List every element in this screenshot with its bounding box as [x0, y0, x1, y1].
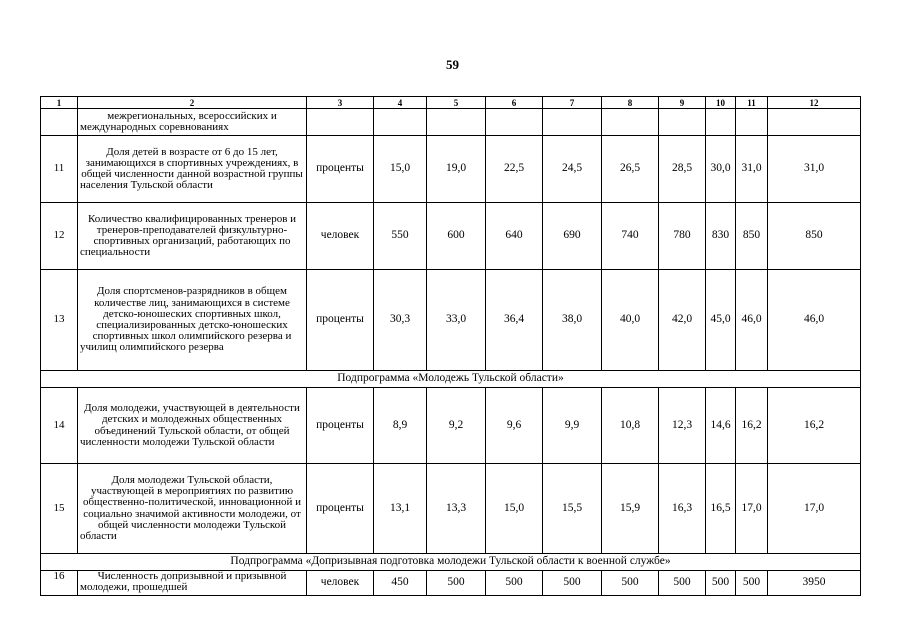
- table-row: [41, 136, 861, 203]
- indicator-description: межрегиональных, всероссийских и международных соревнованиях: [78, 109, 307, 136]
- value-cell: 16,2: [768, 388, 861, 464]
- subprogram-heading: Подпрограмма «Молодежь Тульской области»: [41, 371, 861, 388]
- value-cell: 15,9: [602, 464, 659, 554]
- value-cell: 14,6: [706, 388, 736, 464]
- value-cell: 15,0: [486, 464, 543, 554]
- value-cell: 850: [768, 203, 861, 270]
- unit-cell: проценты: [307, 464, 374, 554]
- indicator-description: Доля молодежи, участвующей в деятельности детских и молодежных общественных объединений Тульской области, от общей численности молодежи Тульской области: [78, 388, 307, 464]
- table-row: [41, 464, 861, 554]
- column-header: 9: [659, 97, 706, 109]
- unit-cell: проценты: [307, 388, 374, 464]
- value-cell: 13,3: [427, 464, 486, 554]
- value-cell: 46,0: [736, 270, 768, 371]
- value-cell: 500: [543, 571, 602, 596]
- column-header: 6: [486, 97, 543, 109]
- value-cell: 15,0: [374, 136, 427, 203]
- indicator-description: Численность допризывной и призывной молодежи, прошедшей: [78, 571, 307, 596]
- row-number: 12: [41, 203, 78, 270]
- value-cell: 30,0: [706, 136, 736, 203]
- value-cell: 16,5: [706, 464, 736, 554]
- row-number: 13: [41, 270, 78, 371]
- value-cell: 30,3: [374, 270, 427, 371]
- unit-cell: человек: [307, 571, 374, 596]
- value-cell: 12,3: [659, 388, 706, 464]
- column-header: 5: [427, 97, 486, 109]
- value-cell: 19,0: [427, 136, 486, 203]
- value-cell: 13,1: [374, 464, 427, 554]
- value-cell: 690: [543, 203, 602, 270]
- value-cell: 28,5: [659, 136, 706, 203]
- table-row-continuation: [41, 109, 861, 136]
- value-cell: 9,9: [543, 388, 602, 464]
- value-cell: 640: [486, 203, 543, 270]
- column-header: 4: [374, 97, 427, 109]
- header-row: [41, 97, 861, 109]
- value-cell: 26,5: [602, 136, 659, 203]
- value-cell: 31,0: [736, 136, 768, 203]
- value-cell: 45,0: [706, 270, 736, 371]
- table-row: [41, 571, 861, 596]
- indicator-description: Доля спортсменов-разрядников в общем количестве лиц, занимающихся в системе детско-юношеских спортивных школ, специализированных детско-юношеских спортивных школ олимпийского резерва и училищ олимпийского резерва: [78, 270, 307, 371]
- column-header: 8: [602, 97, 659, 109]
- value-cell: 33,0: [427, 270, 486, 371]
- indicator-description: Количество квалифицированных тренеров и тренеров-преподавателей физкультурно-спортивных организаций, работающих по специальности: [78, 203, 307, 270]
- page-number: 59: [446, 57, 459, 72]
- value-cell: 42,0: [659, 270, 706, 371]
- value-cell: 46,0: [768, 270, 861, 371]
- value-cell: 16,3: [659, 464, 706, 554]
- row-number: 11: [41, 136, 78, 203]
- unit-cell: проценты: [307, 136, 374, 203]
- indicators-table: [40, 96, 861, 596]
- row-number: 14: [41, 388, 78, 464]
- value-cell: 10,8: [602, 388, 659, 464]
- value-cell: 740: [602, 203, 659, 270]
- value-cell: 40,0: [602, 270, 659, 371]
- unit-cell: проценты: [307, 270, 374, 371]
- value-cell: 17,0: [736, 464, 768, 554]
- row-number: 15: [41, 464, 78, 554]
- value-cell: 830: [706, 203, 736, 270]
- table-row: [41, 203, 861, 270]
- value-cell: 600: [427, 203, 486, 270]
- value-cell: 31,0: [768, 136, 861, 203]
- column-header: 1: [41, 97, 78, 109]
- column-header: 12: [768, 97, 861, 109]
- subprogram-row: [41, 554, 861, 571]
- value-cell: 15,5: [543, 464, 602, 554]
- value-cell: 22,5: [486, 136, 543, 203]
- value-cell: 36,4: [486, 270, 543, 371]
- unit-cell: человек: [307, 203, 374, 270]
- indicator-description: Доля детей в возрасте от 6 до 15 лет, занимающихся в спортивных учреждениях, в общей численности данной возрастной группы населения Тульской области: [78, 136, 307, 203]
- value-cell: 550: [374, 203, 427, 270]
- table-row: [41, 388, 861, 464]
- table-row: [41, 270, 861, 371]
- value-cell: 500: [736, 571, 768, 596]
- value-cell: 780: [659, 203, 706, 270]
- value-cell: 850: [736, 203, 768, 270]
- column-header: 11: [736, 97, 768, 109]
- value-cell: 24,5: [543, 136, 602, 203]
- row-number: 16: [41, 571, 78, 596]
- column-header: 10: [706, 97, 736, 109]
- value-cell: 500: [486, 571, 543, 596]
- value-cell: 8,9: [374, 388, 427, 464]
- value-cell: 17,0: [768, 464, 861, 554]
- value-cell: 9,2: [427, 388, 486, 464]
- value-cell: 9,6: [486, 388, 543, 464]
- value-cell: 450: [374, 571, 427, 596]
- subprogram-row: [41, 371, 861, 388]
- indicator-description: Доля молодежи Тульской области, участвующей в мероприятиях по развитию общественно-политической, инновационной и социально значимой активности молодежи, от общей численности молодежи Тульской области: [78, 464, 307, 554]
- value-cell: 500: [602, 571, 659, 596]
- value-cell: 16,2: [736, 388, 768, 464]
- column-header: 2: [78, 97, 307, 109]
- value-cell: 3950: [768, 571, 861, 596]
- value-cell: 500: [706, 571, 736, 596]
- value-cell: 500: [427, 571, 486, 596]
- subprogram-heading: Подпрограмма «Допризывная подготовка молодежи Тульской области к военной службе»: [41, 554, 861, 571]
- column-header: 7: [543, 97, 602, 109]
- value-cell: 38,0: [543, 270, 602, 371]
- value-cell: 500: [659, 571, 706, 596]
- column-header: 3: [307, 97, 374, 109]
